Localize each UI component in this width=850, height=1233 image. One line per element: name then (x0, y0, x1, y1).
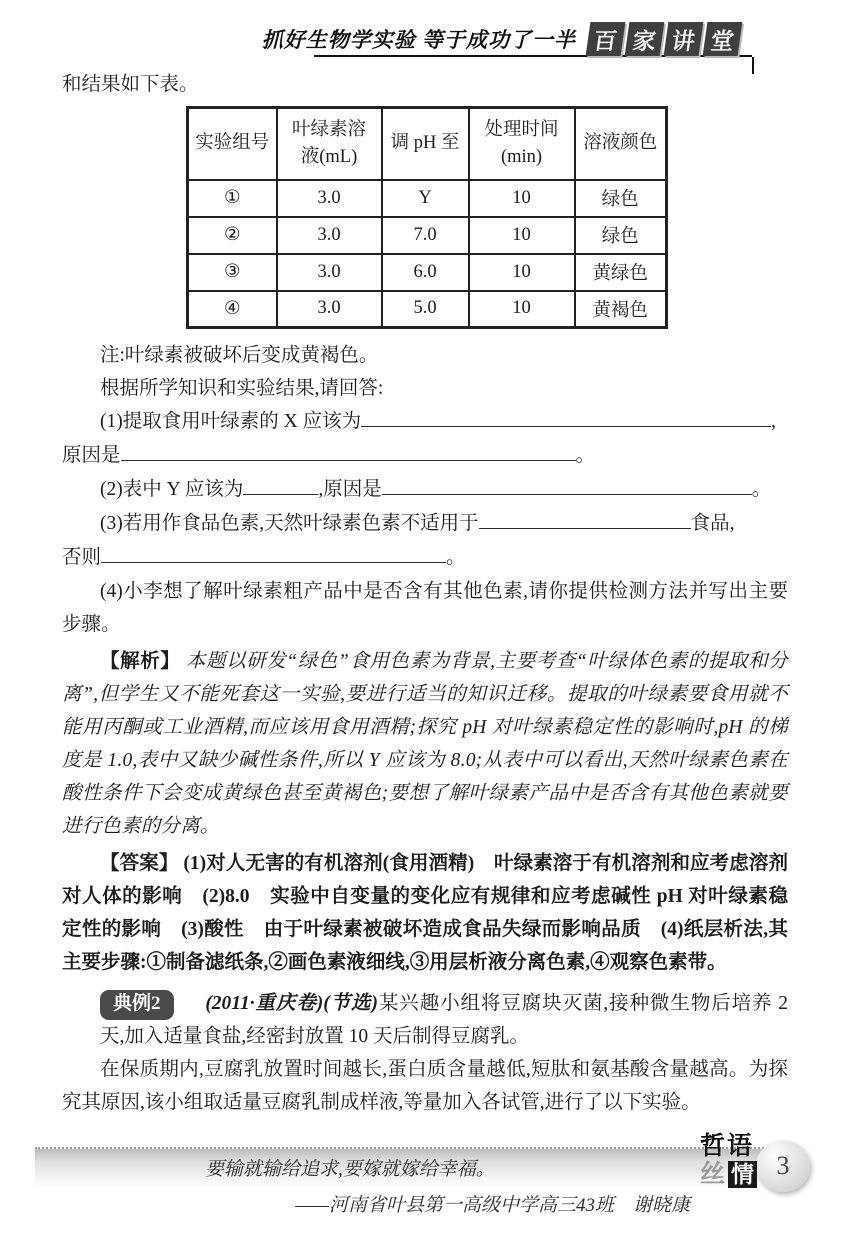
table-row (188, 180, 667, 217)
footer-attribution: ——河南省叶县第一高级中学高三43班 谢晓康 (295, 1195, 690, 1216)
table-cell: ③ (188, 254, 277, 291)
zheyu-siqing-logo (700, 1132, 810, 1202)
question-3-line-1 (62, 507, 788, 541)
blank-line (361, 407, 771, 427)
question-text: 。 (751, 479, 772, 500)
footer-quote: 要输就输给追求,要嫁就嫁给幸福。 (205, 1159, 495, 1180)
answer-paragraph (62, 847, 788, 979)
question-text: ,原因是 (318, 479, 382, 500)
table-header-cell: 调 pH 至 (382, 108, 469, 180)
table-cell: ① (188, 180, 277, 217)
logo-char-box: 堂 (703, 22, 743, 56)
footer-logo-char-si: 丝 (700, 1160, 727, 1188)
baijia-jiangtang-logo (588, 22, 740, 56)
blank-line (101, 543, 446, 563)
footer-logo-text (700, 1132, 757, 1188)
blank-line (382, 475, 752, 495)
table-cell: 10 (469, 217, 575, 254)
table-header-cell: 实验组号 (188, 108, 277, 180)
table-header-row (188, 108, 667, 180)
question-1-line-2 (62, 439, 788, 473)
table-cell: 7.0 (382, 217, 469, 254)
question-text: 。 (575, 445, 596, 466)
table-cell: 黄绿色 (575, 254, 667, 291)
example-2-paragraph (62, 987, 788, 1053)
experiment-table (186, 106, 668, 329)
example-2-paragraph-2: 在保质期内,豆腐乳放置时间越长,蛋白质含量越低,短肽和氨基酸含量越高。为探究其原因,该小组取适量豆腐乳制成样液,等量加入各试管,进行了以下实验。 (62, 1059, 788, 1113)
table-cell: 3.0 (277, 254, 382, 291)
question-text: 食品, (690, 513, 735, 534)
analysis-paragraph (62, 645, 788, 843)
table-cell: ② (188, 217, 277, 254)
table-cell: 10 (469, 291, 575, 328)
analysis-text: 本题以研发“绿色”食用色素为背景,主要考查“叶绿体色素的提取和分离”,但学生又不能死套这一实验,要进行适当的知识迁移。提取的叶绿素要食用就不能用丙酮或工业酒精,而应该用食用酒精;探究 pH 对叶绿素稳定性的影响时,pH 的梯度是 1.0,表中又缺少碱性条件,所以 Y 应该为 8.0;从表中可以看出,天然叶绿素色素在酸性条件下会变成黄绿色甚至黄褐色;要想了解叶绿素产品中是否含有其他色素就要进行色素的分离。 (62, 651, 788, 837)
table-note: 注:叶绿素被破坏后变成黄褐色。 (100, 345, 379, 366)
question-text: , (771, 411, 776, 432)
question-text: (3)若用作食品色素,天然叶绿素色素不适用于 (100, 513, 479, 534)
table-row (188, 291, 667, 328)
question-text: (1)提取食用叶绿素的 X 应该为 (100, 411, 362, 432)
footer-logo-line2 (700, 1160, 757, 1188)
footer-logo-line1: 哲语 (700, 1132, 755, 1160)
table-header-cell: 溶液颜色 (575, 108, 667, 180)
intro-text: 和结果如下表。 (62, 74, 199, 95)
example-2-source: (2011·重庆卷)(节选) (205, 993, 378, 1014)
answer-text: (1)对人无害的有机溶剂(食用酒精) 叶绿素溶于有机溶剂和应考虑溶剂对人体的影响 (2)8.0 实验中自变量的变化应有规律和应考虑碱性 pH 对叶绿素稳定性的影响 (3)酸性 由于叶绿素被破坏造成食品失绿而影响品质 (4)纸层析法,其主要步骤:①制备滤纸条,②画色素液细线,③用层析液分离色素,④观察色素带。 (62, 853, 788, 973)
table-cell: 10 (469, 254, 575, 291)
question-3-line-2 (62, 541, 788, 575)
blank-line (121, 441, 576, 461)
analysis-label: 【解析】 (100, 651, 181, 672)
blank-line (243, 475, 318, 495)
question-text: 。 (446, 547, 466, 568)
logo-char-box: 家 (625, 22, 665, 56)
table-cell: 6.0 (382, 254, 469, 291)
table-cell: ④ (188, 291, 277, 328)
table-cell: 3.0 (277, 291, 382, 328)
footer-logo-char-qing: 情 (728, 1161, 757, 1188)
question-text: (2)表中 Y 应该为 (100, 479, 244, 500)
question-1-line-1 (62, 405, 788, 439)
table-row (188, 254, 667, 291)
logo-char-box: 讲 (664, 22, 704, 56)
question-4: (4)小李想了解叶绿素粗产品中是否含有其他色素,请你提供检测方法并写出主要步骤。 (62, 581, 788, 635)
table-cell: 黄褐色 (575, 291, 667, 328)
header-slogan: 抓好生物学实验 等于成功了一半 (261, 28, 576, 52)
logo-char-box: 百 (586, 22, 626, 56)
experiment-table-wrapper (186, 106, 788, 329)
page-footer (0, 1132, 850, 1233)
page-number-badge: 3 (756, 1140, 810, 1192)
header-row (262, 22, 740, 56)
example-2-text: 某兴趣小组将豆腐块灭菌,接种微生物后培养 2 天,加入适量食盐,经密封放置 10 天后制得豆腐乳。 (100, 993, 788, 1047)
table-cell: 绿色 (575, 217, 667, 254)
question-text: 否则 (62, 547, 102, 568)
table-header-cell: 处理时间 (min) (469, 108, 575, 180)
table-header-cell: 叶绿素溶液(mL) (277, 108, 382, 180)
table-cell: 3.0 (277, 217, 382, 254)
table-cell: 3.0 (277, 180, 382, 217)
question-2-line (62, 473, 788, 507)
table-row (188, 217, 667, 254)
answer-label: 【答案】 (100, 853, 179, 874)
question-text: 原因是 (62, 445, 121, 466)
blank-line (479, 509, 691, 529)
page-header (62, 0, 788, 60)
question-prompt: 根据所学知识和实验结果,请回答: (100, 378, 384, 399)
table-cell: Y (382, 180, 469, 217)
table-cell: 10 (469, 180, 575, 217)
table-cell: 5.0 (382, 291, 469, 328)
example-2-badge: 典例2 (100, 990, 174, 1020)
table-cell: 绿色 (575, 180, 667, 217)
